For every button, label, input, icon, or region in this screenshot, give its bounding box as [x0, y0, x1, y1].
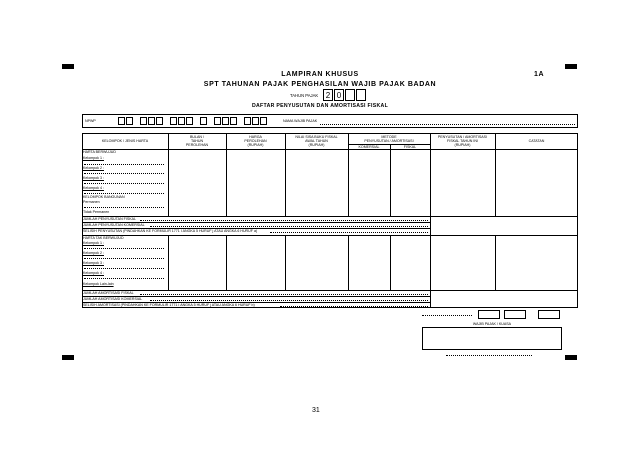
signature-date-year[interactable] — [538, 310, 560, 319]
year-digit-3[interactable] — [345, 89, 355, 101]
section-title: DAFTAR PENYUSUTAN DAN AMORTISASI FISKAL — [251, 103, 389, 109]
page-number: 31 — [312, 407, 320, 414]
nama-wajib-pajak-field[interactable] — [320, 124, 575, 125]
npwp-label: NPWP — [85, 119, 96, 123]
signature-date-day[interactable] — [478, 310, 500, 319]
registration-mark-bottom-left — [62, 355, 74, 360]
section2-item: Kelompok 4 : — [83, 271, 104, 275]
registration-mark-top-right — [565, 64, 577, 69]
signature-label: WAJIB PAJAK / KUASA — [472, 322, 512, 326]
col-penyusutan: PENYUSUTAN / AMORTISASI FISKAL TAHUN INI (RUPIAH) — [437, 135, 488, 148]
form-code: 1A — [534, 71, 545, 78]
section1-item: Kelompok 1 : — [83, 156, 104, 160]
section1-item: Tidak Permanen — [83, 210, 110, 214]
col-catatan: CATATAN — [528, 139, 545, 143]
form-title: LAMPIRAN KHUSUS — [281, 71, 359, 78]
year-digit-4[interactable] — [356, 89, 366, 101]
section2-total-fiskal: JUMLAH AMORTISASI FISKAL — [83, 291, 134, 295]
signature-place-field[interactable] — [422, 315, 472, 316]
section2-item: Kelompok 2 : — [83, 251, 104, 255]
col-kelompok: KELOMPOK / JENIS HARTA — [101, 139, 149, 143]
year-digit-2[interactable]: 0 — [334, 89, 344, 101]
section2-heading: HARTA TAK BERWUJUD — [83, 236, 124, 240]
section2-item: Kelompok 3 : — [83, 261, 104, 265]
col-metode: METODE PENYUSUTAN / AMORTISASI — [364, 135, 414, 144]
col-komersial: KOMERSIAL — [358, 145, 380, 149]
tahun-pajak-label: TAHUN PAJAK — [290, 93, 319, 98]
col-fiskal: FISKAL — [403, 145, 417, 149]
section1-item: Kelompok 4 : — [83, 186, 104, 190]
section1-total-fiskal: JUMLAH PENYUSUTAN FISKAL — [83, 217, 137, 221]
section2-total-komersial: JUMLAH AMORTISASI KOMERSIAL — [83, 297, 143, 301]
section1-item: Kelompok 3 : — [83, 176, 104, 180]
signature-box[interactable] — [422, 327, 562, 350]
col-bulan-tahun: BULAN / TAHUN PEROLEHAN — [185, 135, 209, 148]
section2-item: Kelompok 1 : — [83, 241, 104, 245]
section1-selisih: SELISIH PENYUSUTAN (PINDAHKAN KE FORMULIR 1771 I ANGKA 5 HURUF j ATAU ANGKA 6 HURUF a) — [83, 229, 258, 233]
registration-mark-bottom-right — [565, 355, 577, 360]
signature-date-month[interactable] — [504, 310, 526, 319]
section1-heading: HARTA BERWUJUD — [83, 150, 116, 154]
section1-item: Kelompok 2 : — [83, 166, 104, 170]
col-harga-perolehan: HARGA PEROLEHAN (RUPIAH) — [244, 135, 267, 148]
year-digit-1[interactable]: 2 — [323, 89, 333, 101]
registration-mark-top-left — [62, 64, 74, 69]
signature-name-field[interactable] — [446, 355, 532, 356]
nama-wajib-pajak-label: NAMA WAJIB PAJAK — [283, 119, 318, 123]
col-nilai-sisa: NILAI SISA BUKU FISKAL AWAL TAHUN (RUPIAH) — [295, 135, 338, 148]
section2-item: Kelompok Lain-lain — [83, 282, 114, 286]
section1-total-komersial: JUMLAH PENYUSUTAN KOMERSIAL — [83, 223, 145, 227]
form-subtitle: SPT TAHUNAN PAJAK PENGHASILAN WAJIB PAJAK BADAN — [203, 81, 437, 88]
section2-selisih: SELISIH AMORTISASI (PINDAHKAN KE FORMULIR 1771 I ANGKA 5 HURUF j ATAU ANGKA 6 HURUF b) — [83, 303, 255, 307]
section1-item: Permanen — [83, 200, 100, 204]
section1-item: KELOMPOK BANGUNAN — [83, 195, 125, 199]
